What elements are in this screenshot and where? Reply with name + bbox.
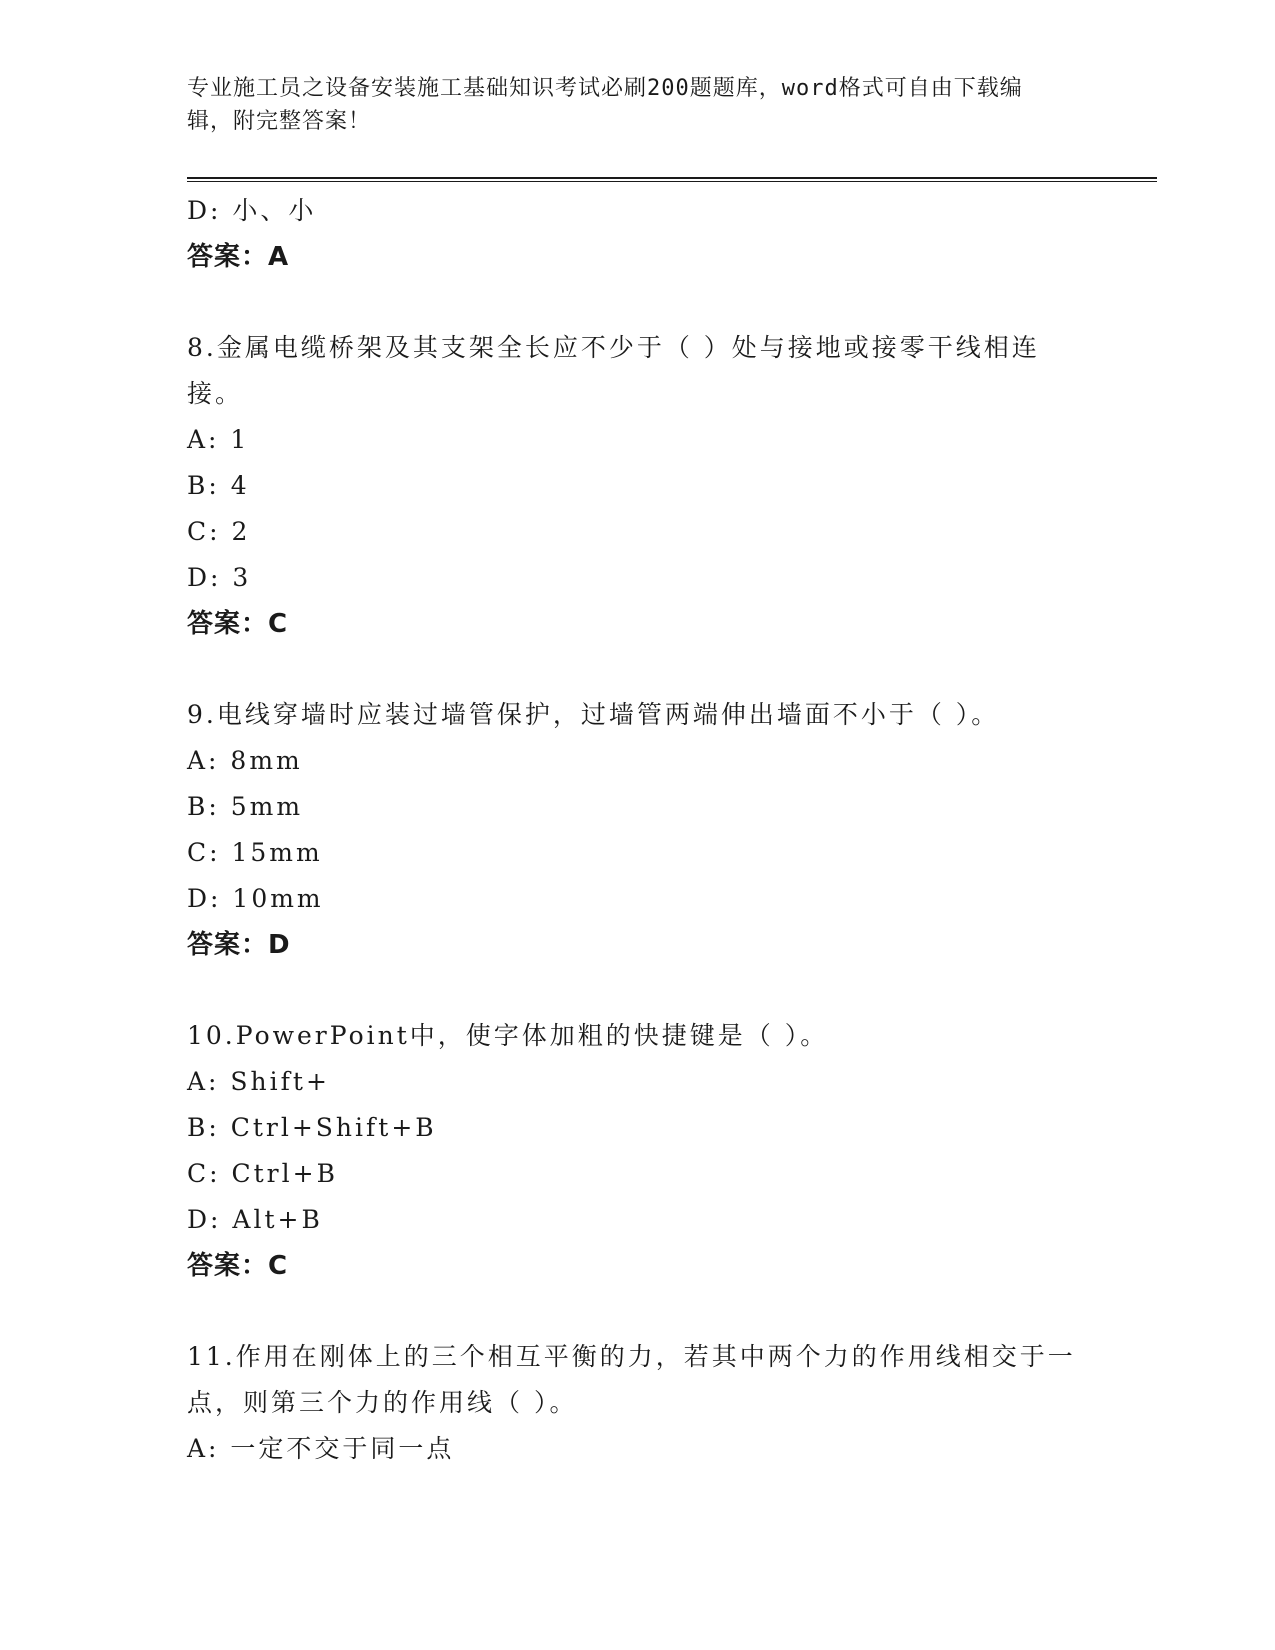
spacer (187, 280, 1087, 325)
answer: 答案：C (187, 609, 289, 639)
option-b: B: Ctrl+Shift+B (187, 1113, 437, 1142)
answer: 答案：D (187, 930, 291, 960)
option-a: A: 8mm (187, 746, 303, 775)
option-c: C: 15mm (187, 838, 323, 867)
option-c: C: Ctrl+B (187, 1159, 338, 1188)
page-header: 专业施工员之设备安装施工基础知识考试必刷200题题库，word格式可自由下载编辑，附完整答案！ (187, 76, 1023, 134)
question-text: 11.作用在刚体上的三个相互平衡的力，若其中两个力的作用线相交于一点，则第三个力的作用线（ ）。 (187, 1342, 1076, 1417)
option-a: A: 1 (187, 425, 250, 454)
answer: 答案：C (187, 1251, 289, 1281)
spacer (187, 968, 1087, 1013)
option-d: D: 3 (187, 563, 252, 592)
option-a: A: 一定不交于同一点 (187, 1434, 455, 1463)
option-c: C: 2 (187, 517, 251, 546)
answer: 答案：A (187, 242, 290, 272)
question-9 (187, 692, 1087, 968)
document-body (187, 188, 1087, 1472)
option-d: D: 小、小 (187, 196, 317, 225)
question-8 (187, 325, 1087, 647)
question-11 (187, 1334, 1087, 1472)
spacer (187, 647, 1087, 692)
question-text: 9.电线穿墙时应装过墙管保护，过墙管两端伸出墙面不小于（ ）。 (187, 700, 1000, 729)
option-d: D: Alt+B (187, 1205, 323, 1234)
question-10 (187, 1013, 1087, 1289)
spacer (187, 1289, 1087, 1334)
option-b: B: 5mm (187, 792, 304, 821)
question-text: 8.金属电缆桥架及其支架全长应不少于（ ）处与接地或接零干线相连接。 (187, 333, 1040, 408)
option-a: A: Shift+ (187, 1067, 330, 1096)
option-d: D: 10mm (187, 884, 324, 913)
question-text: 10.PowerPoint中，使字体加粗的快捷键是（ ）。 (187, 1021, 829, 1050)
option-b: B: 4 (187, 471, 250, 500)
header-divider (187, 177, 1157, 182)
